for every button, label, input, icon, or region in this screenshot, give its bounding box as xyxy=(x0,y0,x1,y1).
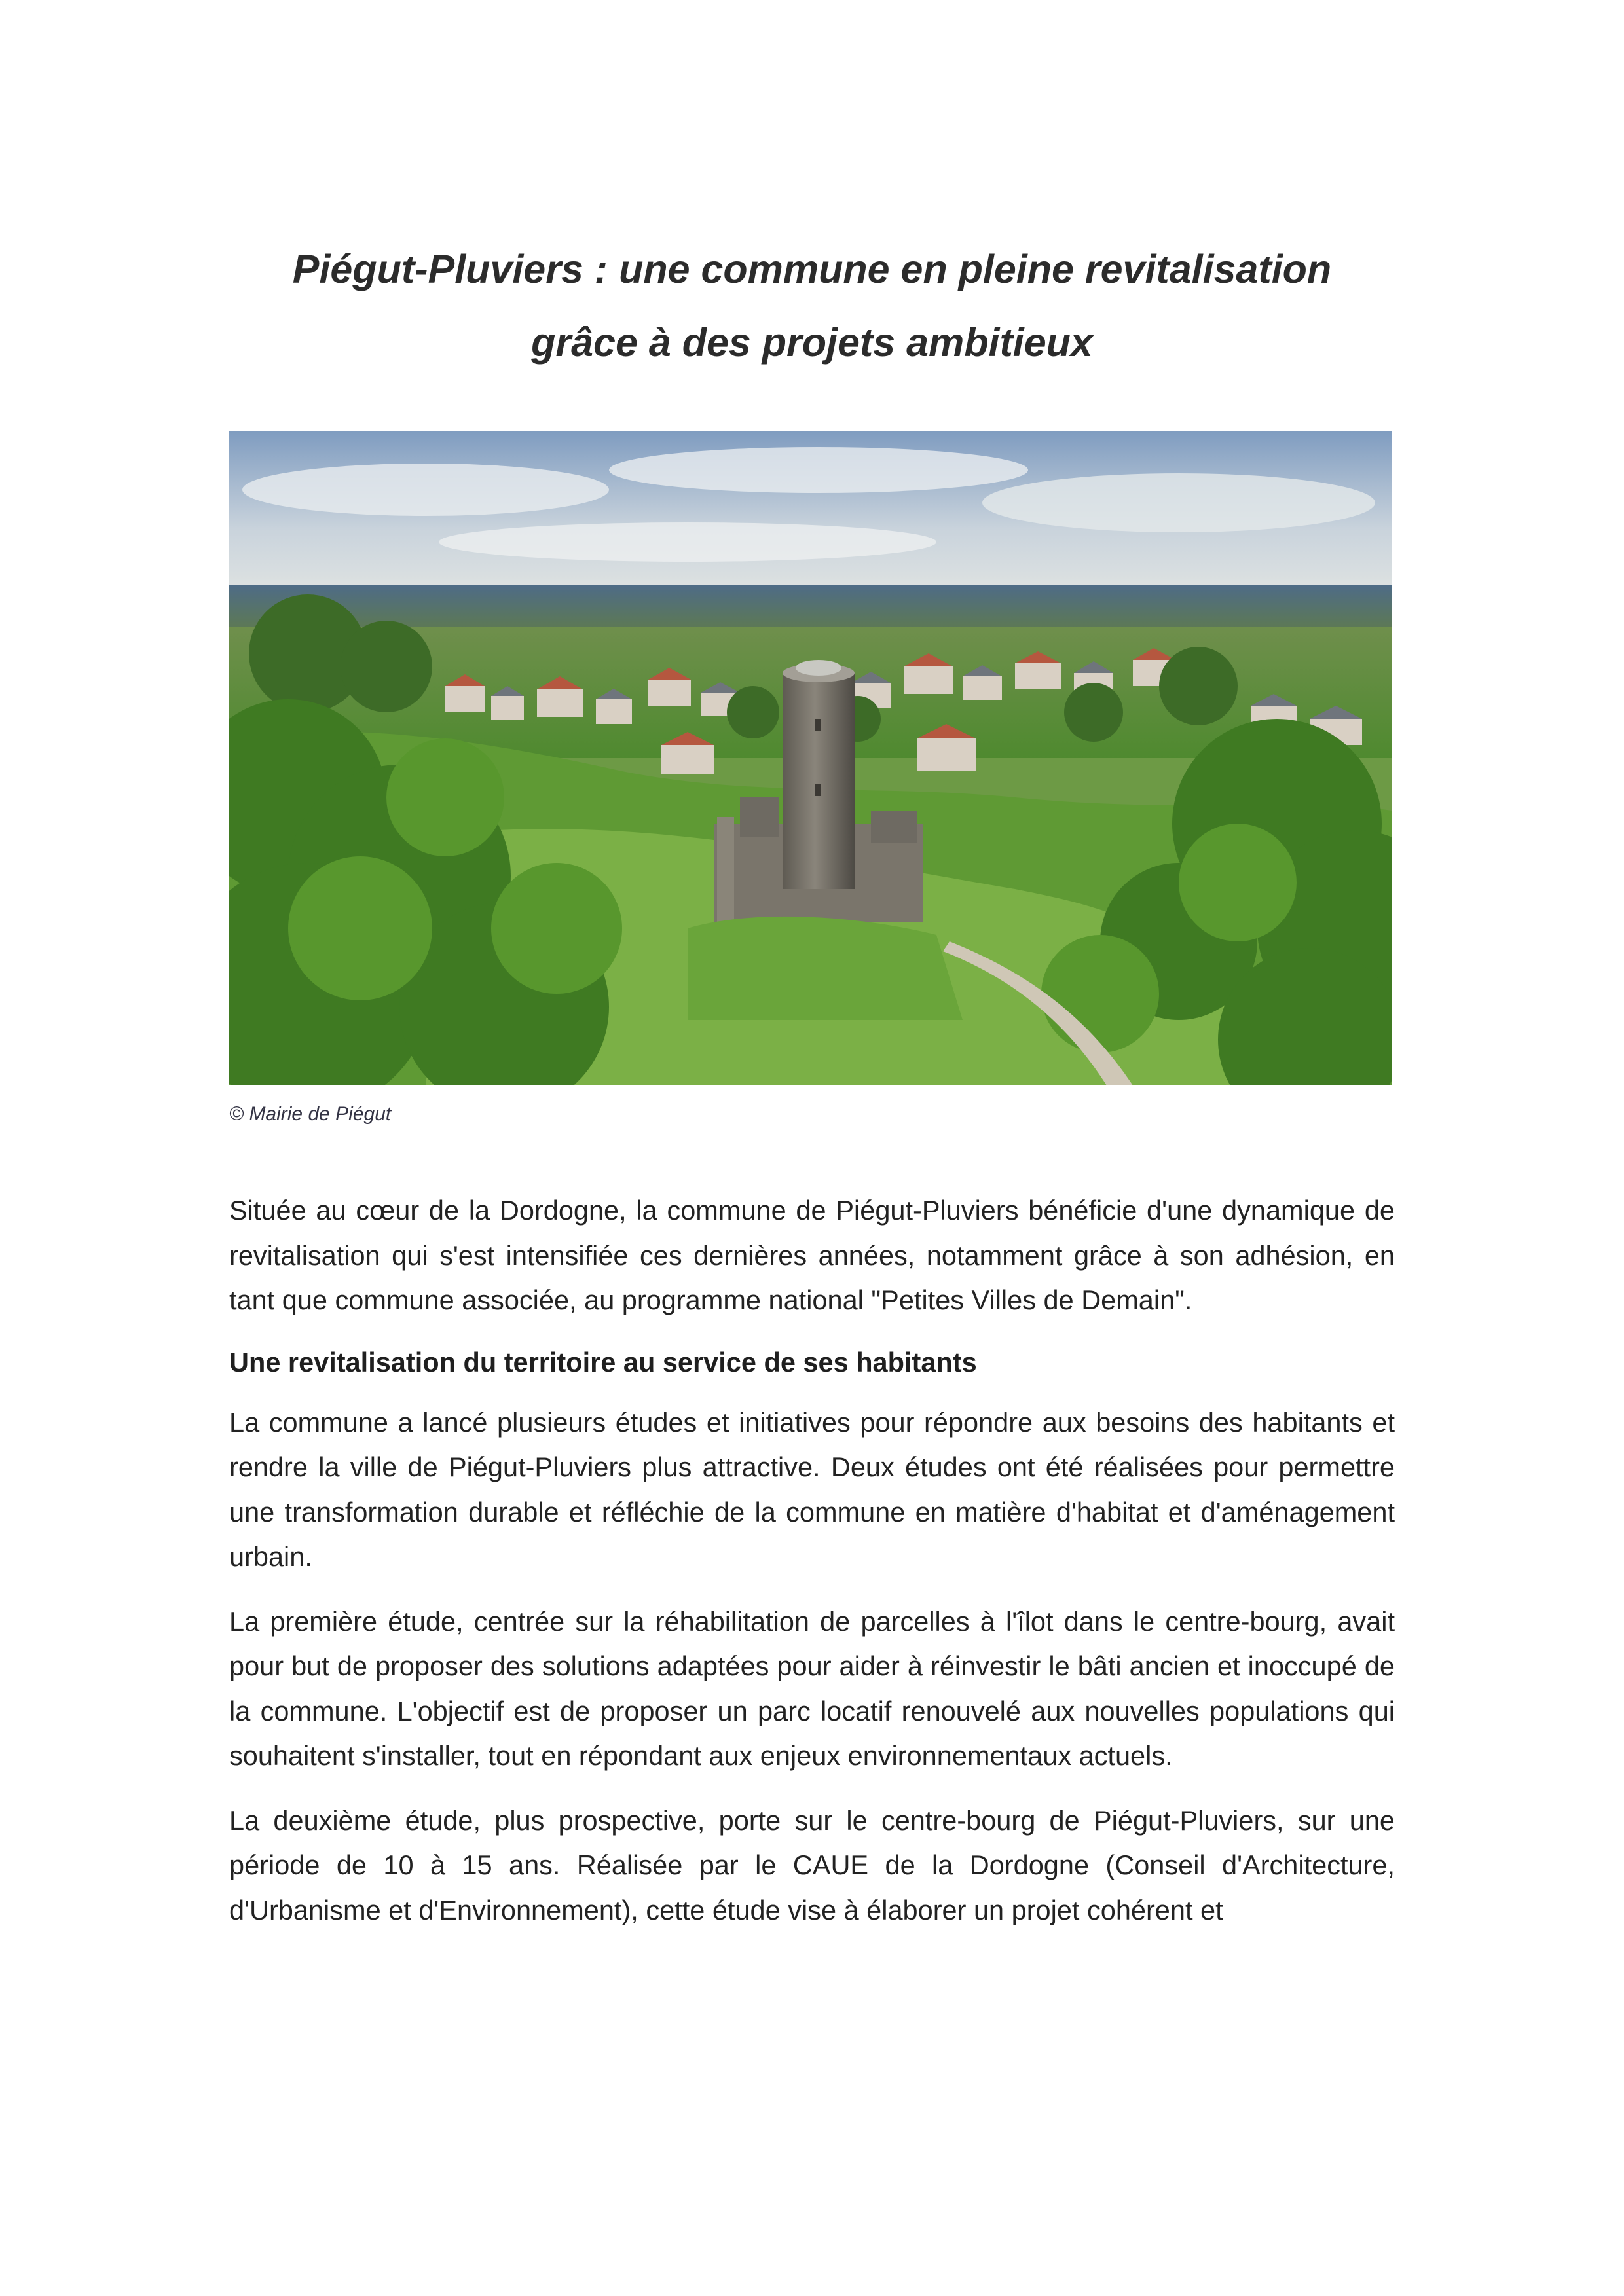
article-body xyxy=(229,1188,1395,1952)
intro-paragraph: Située au cœur de la Dordogne, la commune de Piégut-Pluviers bénéficie d'une dynamique de revitalisation qui s'est intensifiée ces dernières années, notamment grâce à son adhésion, en tant que commune associée, au programme national "Petites Villes de Demain". xyxy=(229,1195,1395,1315)
section-heading: Une revitalisation du territoire au service de ses habitants xyxy=(229,1346,977,1377)
body-paragraph: La première étude, centrée sur la réhabilitation de parcelles à l'îlot dans le centre-bourg, avait pour but de proposer des solutions adaptées pour aider à réinvestir le bâti ancien et inoccupé de la commune. L'objectif est de proposer un parc locatif renouvelé aux nouvelles populations qui souhaitent s'installer, tout en répondant aux enjeux environnementaux actuels. xyxy=(229,1605,1395,1771)
photo-caption: © Mairie de Piégut xyxy=(229,1103,392,1125)
article-title-line-1: Piégut-Pluviers : une commune en pleine revitalisation xyxy=(292,247,1332,291)
body-paragraph: La deuxième étude, plus prospective, porte sur le centre-bourg de Piégut-Pluviers, sur une période de 10 à 15 ans. Réalisée par le CAUE de la Dordogne (Conseil d'Architecture, d'Urbanisme et d'Environnement), cette étude vise à élaborer un projet cohérent et xyxy=(229,1804,1395,1925)
body-paragraph: La commune a lancé plusieurs études et initiatives pour répondre aux besoins des habitants et rendre la ville de Piégut-Pluviers plus attractive. Deux études ont été réalisées pour permettre une transformation durable et réfléchie de la commune en matière d'habitat et d'aménagement urbain. xyxy=(229,1406,1395,1572)
aerial-photo-piegut-tower xyxy=(229,431,1392,1085)
article-title-line-2: grâce à des projets ambitieux xyxy=(531,320,1093,365)
article-title xyxy=(223,232,1401,379)
